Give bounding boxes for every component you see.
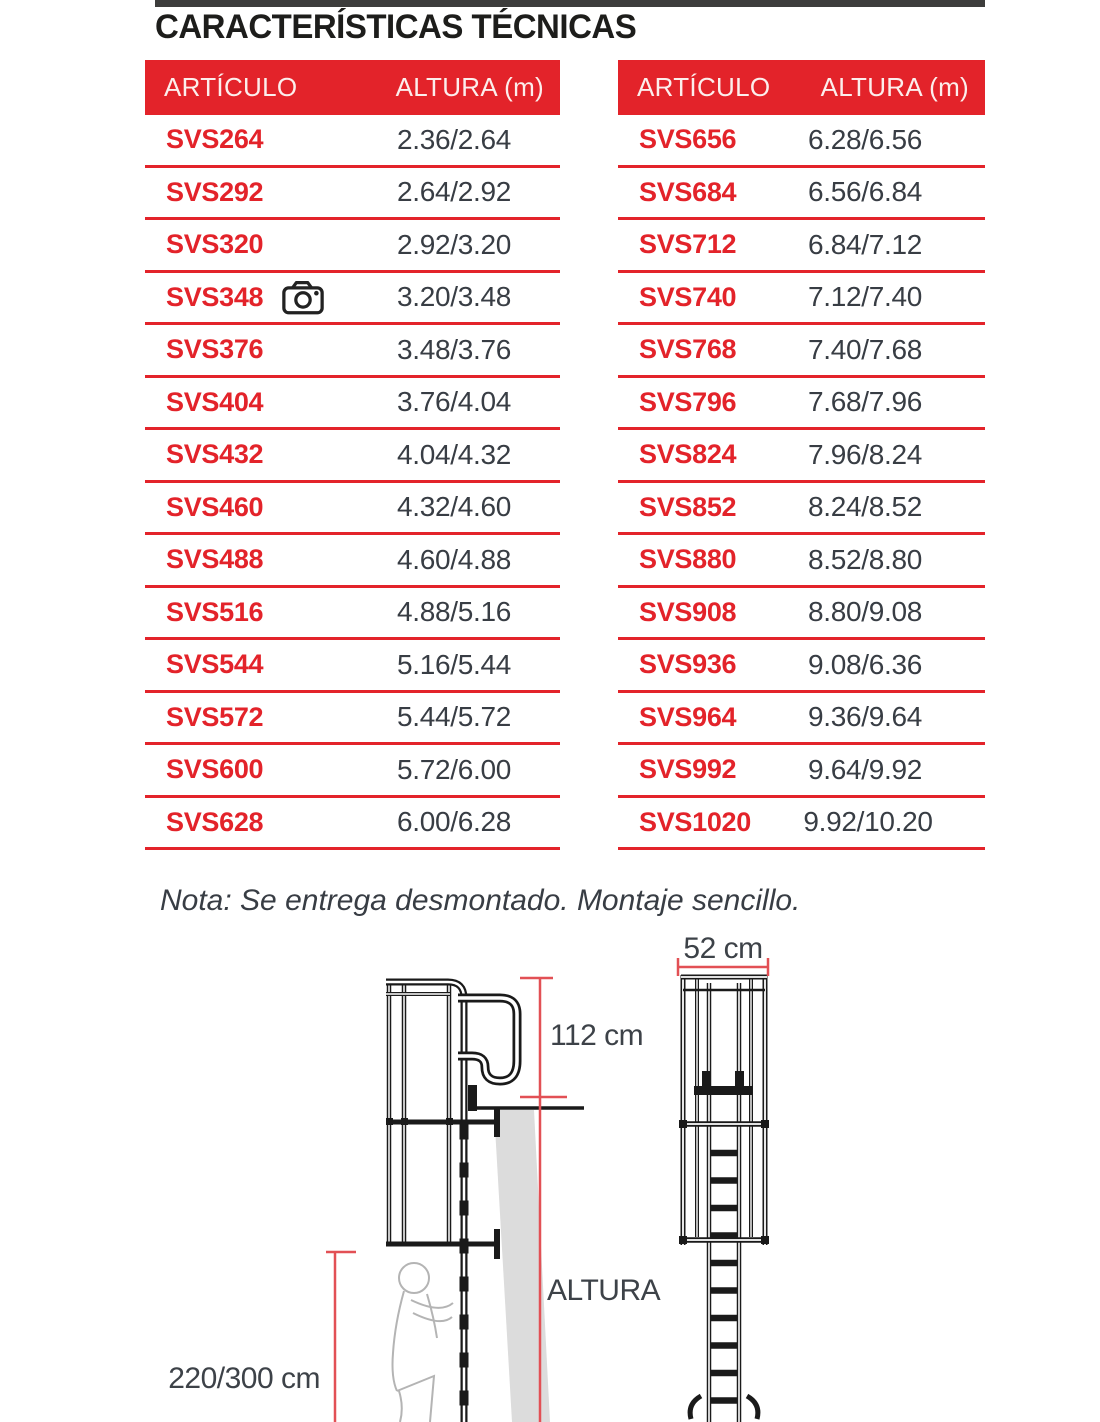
articulo-code: SVS376 xyxy=(166,334,264,365)
table-row xyxy=(618,588,985,641)
articulo-cell xyxy=(618,439,745,470)
column-header-altura: ALTURA (m) xyxy=(395,72,544,102)
altura-cell: 3.76/4.04 xyxy=(396,386,512,418)
articulo-cell xyxy=(145,177,348,208)
table-row xyxy=(618,798,985,851)
altura-cell: 8.52/8.80 xyxy=(807,543,923,575)
articulo-cell xyxy=(145,124,348,155)
articulo-code: SVS544 xyxy=(166,649,264,680)
articulo-cell xyxy=(145,334,348,365)
table-row xyxy=(145,378,560,431)
front-view-rungs xyxy=(710,1150,738,1404)
articulo-code: SVS292 xyxy=(166,176,264,207)
table-row xyxy=(618,483,985,536)
articulo-cell xyxy=(145,807,348,838)
ladder-technical-drawing xyxy=(0,928,1100,1422)
altura-cell: 3.20/3.48 xyxy=(396,281,512,313)
altura-cell: 7.96/8.24 xyxy=(807,438,923,470)
articulo-cell xyxy=(618,334,745,365)
total-height-dimension-label: ALTURA xyxy=(547,1274,661,1307)
articulo-code: SVS796 xyxy=(639,386,737,417)
articulo-code: SVS992 xyxy=(639,754,737,785)
articulo-cell xyxy=(145,229,348,260)
articulo-code: SVS684 xyxy=(639,176,737,207)
table-row xyxy=(145,220,560,273)
altura-cell: 9.64/9.92 xyxy=(807,753,923,785)
altura-cell: 7.40/7.68 xyxy=(807,333,923,365)
top-divider xyxy=(155,0,985,7)
table-row xyxy=(145,483,560,536)
articulo-cell xyxy=(618,282,745,313)
table-body xyxy=(145,115,560,850)
column-header-articulo: ARTÍCULO xyxy=(637,72,771,102)
altura-cell: 8.80/9.08 xyxy=(807,596,923,628)
articulo-cell xyxy=(145,702,348,733)
table-row xyxy=(145,325,560,378)
table-row xyxy=(618,220,985,273)
front-view-drawing xyxy=(679,975,769,1422)
column-header-altura: ALTURA (m) xyxy=(820,72,969,102)
articulo-code: SVS516 xyxy=(166,596,264,627)
articulo-code: SVS488 xyxy=(166,544,264,575)
articulo-code: SVS320 xyxy=(166,229,264,260)
articulo-code: SVS880 xyxy=(639,544,737,575)
altura-cell: 9.36/9.64 xyxy=(807,701,923,733)
table-row xyxy=(618,745,985,798)
dimension-height xyxy=(520,978,661,1422)
articulo-code: SVS628 xyxy=(166,806,264,837)
altura-cell: 2.64/2.92 xyxy=(396,176,512,208)
table-row xyxy=(618,273,985,326)
altura-cell: 6.84/7.12 xyxy=(807,228,923,260)
articulo-cell xyxy=(618,649,745,680)
articulo-cell xyxy=(618,544,745,575)
altura-cell: 6.56/6.84 xyxy=(807,176,923,208)
table-header xyxy=(618,60,985,115)
page-title: CARACTERÍSTICAS TÉCNICAS xyxy=(155,8,637,46)
person-height-dimension-label: 220/300 cm xyxy=(168,1362,320,1395)
table-row xyxy=(618,115,985,168)
articulo-code: SVS1020 xyxy=(639,806,751,837)
table-row xyxy=(145,640,560,693)
articulo-cell xyxy=(145,387,348,418)
articulo-code: SVS432 xyxy=(166,439,264,470)
articulo-code: SVS572 xyxy=(166,701,264,732)
altura-cell: 4.32/4.60 xyxy=(396,491,512,523)
articulo-cell xyxy=(618,807,751,838)
altura-cell: 5.44/5.72 xyxy=(396,701,512,733)
altura-cell: 6.00/6.28 xyxy=(396,806,512,838)
articulo-cell xyxy=(145,649,348,680)
articulo-code: SVS908 xyxy=(639,596,737,627)
table-row xyxy=(145,115,560,168)
width-dimension-label: 52 cm xyxy=(683,932,763,965)
column-header-articulo: ARTÍCULO xyxy=(164,72,298,102)
altura-cell: 4.04/4.32 xyxy=(396,438,512,470)
articulo-code: SVS852 xyxy=(639,491,737,522)
articulo-cell xyxy=(145,597,348,628)
articulo-code: SVS824 xyxy=(639,439,737,470)
assembly-note: Nota: Se entrega desmontado. Montaje sencillo. xyxy=(160,884,801,917)
table-row xyxy=(145,535,560,588)
table-row xyxy=(145,588,560,641)
articulo-cell xyxy=(145,279,348,316)
table-row xyxy=(145,798,560,851)
table-row xyxy=(618,640,985,693)
altura-cell: 2.36/2.64 xyxy=(396,123,512,155)
articulo-cell xyxy=(145,754,348,785)
table-row xyxy=(145,693,560,746)
altura-cell: 5.16/5.44 xyxy=(396,648,512,680)
altura-cell: 3.48/3.76 xyxy=(396,333,512,365)
table-row xyxy=(145,168,560,221)
articulo-cell xyxy=(618,387,745,418)
table-row xyxy=(618,430,985,483)
table-row xyxy=(618,535,985,588)
articulo-code: SVS656 xyxy=(639,124,737,155)
articulo-code: SVS768 xyxy=(639,334,737,365)
altura-cell: 8.24/8.52 xyxy=(807,491,923,523)
articulo-cell xyxy=(618,229,745,260)
articulo-code: SVS740 xyxy=(639,281,737,312)
altura-cell: 6.28/6.56 xyxy=(807,123,923,155)
altura-cell: 7.68/7.96 xyxy=(807,386,923,418)
exit-section-dimension-label: 112 cm xyxy=(550,1019,644,1052)
table-row xyxy=(618,693,985,746)
table-row xyxy=(618,325,985,378)
articulo-code: SVS348 xyxy=(166,281,264,312)
articulo-code: SVS404 xyxy=(166,386,264,417)
table-header xyxy=(145,60,560,115)
articulo-code: SVS964 xyxy=(639,701,737,732)
wall-shape xyxy=(494,1110,550,1422)
dimension-person-height xyxy=(168,1252,356,1422)
articulo-cell xyxy=(618,124,745,155)
altura-cell: 5.72/6.00 xyxy=(396,753,512,785)
table-row xyxy=(618,168,985,221)
altura-cell: 7.12/7.40 xyxy=(807,281,923,313)
articulo-cell xyxy=(145,492,348,523)
articulo-cell xyxy=(618,702,745,733)
articulo-code: SVS936 xyxy=(639,649,737,680)
altura-cell: 9.92/10.20 xyxy=(803,806,933,838)
dimension-width xyxy=(678,932,768,976)
articulo-cell xyxy=(618,754,745,785)
articles-table-left xyxy=(145,60,560,850)
articulo-code: SVS460 xyxy=(166,491,264,522)
table-body xyxy=(618,115,985,850)
table-row xyxy=(145,273,560,326)
altura-cell: 4.88/5.16 xyxy=(396,596,512,628)
articulo-cell xyxy=(618,492,745,523)
articulo-code: SVS600 xyxy=(166,754,264,785)
articulo-cell xyxy=(618,177,745,208)
articulo-code: SVS264 xyxy=(166,124,264,155)
articles-table-right xyxy=(618,60,985,850)
camera-icon xyxy=(281,279,325,316)
altura-cell: 9.08/6.36 xyxy=(807,648,923,680)
articulo-cell xyxy=(618,597,745,628)
altura-cell: 4.60/4.88 xyxy=(396,543,512,575)
table-row xyxy=(145,745,560,798)
table-row xyxy=(145,430,560,483)
articulo-cell xyxy=(145,544,348,575)
articulo-cell xyxy=(145,439,348,470)
table-row xyxy=(618,378,985,431)
person-figure xyxy=(393,1263,454,1422)
altura-cell: 2.92/3.20 xyxy=(396,228,512,260)
articulo-code: SVS712 xyxy=(639,229,737,260)
